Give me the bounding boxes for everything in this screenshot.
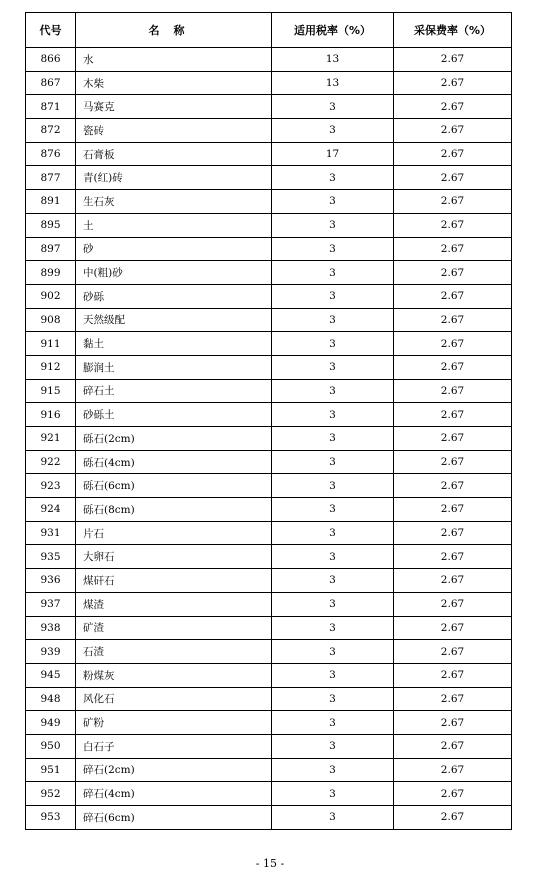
code-cell: 908 [26, 308, 76, 332]
tax-rate-cell: 3 [272, 782, 394, 806]
table-row [26, 237, 512, 261]
code-cell: 952 [26, 782, 76, 806]
table-row [26, 616, 512, 640]
table-row [26, 213, 512, 237]
table-row [26, 403, 512, 427]
fee-rate-cell: 2.67 [394, 403, 512, 427]
table-row [26, 308, 512, 332]
table-row [26, 95, 512, 119]
fee-rate-cell: 2.67 [394, 427, 512, 451]
fee-rate-cell: 2.67 [394, 190, 512, 214]
table-row [26, 190, 512, 214]
tax-rate-cell: 3 [272, 640, 394, 664]
name-cell: 黏土 [76, 332, 272, 356]
tax-rate-cell: 3 [272, 308, 394, 332]
tax-rate-cell: 3 [272, 284, 394, 308]
name-cell: 煤渣 [76, 592, 272, 616]
tax-rate-cell: 3 [272, 237, 394, 261]
tax-rate-cell: 13 [272, 48, 394, 72]
code-cell: 877 [26, 166, 76, 190]
table-row [26, 640, 512, 664]
code-cell: 902 [26, 284, 76, 308]
code-cell: 866 [26, 48, 76, 72]
fee-rate-cell: 2.67 [394, 521, 512, 545]
table-row [26, 474, 512, 498]
name-cell: 砂砾 [76, 284, 272, 308]
code-cell: 915 [26, 379, 76, 403]
tax-rate-cell: 3 [272, 663, 394, 687]
name-cell: 片石 [76, 521, 272, 545]
fee-rate-cell: 2.67 [394, 355, 512, 379]
tax-rate-cell: 3 [272, 119, 394, 143]
code-cell: 953 [26, 806, 76, 830]
name-cell: 生石灰 [76, 190, 272, 214]
name-cell: 砾石(8cm) [76, 498, 272, 522]
fee-rate-cell: 2.67 [394, 687, 512, 711]
code-cell: 936 [26, 569, 76, 593]
page-number: - 15 - [255, 857, 285, 870]
name-cell: 砂 [76, 237, 272, 261]
tax-rate-cell: 13 [272, 71, 394, 95]
fee-rate-cell: 2.67 [394, 119, 512, 143]
tax-rate-cell: 17 [272, 142, 394, 166]
table-row [26, 355, 512, 379]
fee-rate-cell: 2.67 [394, 261, 512, 285]
fee-rate-cell: 2.67 [394, 663, 512, 687]
table-row [26, 284, 512, 308]
tax-rate-cell: 3 [272, 806, 394, 830]
fee-rate-cell: 2.67 [394, 545, 512, 569]
name-cell: 石膏板 [76, 142, 272, 166]
name-cell: 土 [76, 213, 272, 237]
fee-rate-cell: 2.67 [394, 237, 512, 261]
name-cell: 青(红)砖 [76, 166, 272, 190]
code-cell: 939 [26, 640, 76, 664]
code-cell: 951 [26, 758, 76, 782]
tax-rate-cell: 3 [272, 190, 394, 214]
table-row [26, 261, 512, 285]
fee-rate-cell: 2.67 [394, 498, 512, 522]
fee-rate-cell: 2.67 [394, 142, 512, 166]
tax-rate-cell: 3 [272, 355, 394, 379]
table-row [26, 119, 512, 143]
rates-table [25, 12, 512, 830]
table-row [26, 663, 512, 687]
name-cell: 白石子 [76, 734, 272, 758]
code-cell: 923 [26, 474, 76, 498]
fee-rate-cell: 2.67 [394, 95, 512, 119]
header-row [26, 13, 512, 48]
name-cell: 木柴 [76, 71, 272, 95]
table-row [26, 71, 512, 95]
table-row [26, 545, 512, 569]
table-row [26, 142, 512, 166]
tax-rate-cell: 3 [272, 474, 394, 498]
code-cell: 876 [26, 142, 76, 166]
name-cell: 矿渣 [76, 616, 272, 640]
table-row [26, 592, 512, 616]
fee-rate-cell: 2.67 [394, 166, 512, 190]
fee-rate-cell: 2.67 [394, 379, 512, 403]
fee-rate-cell: 2.67 [394, 782, 512, 806]
code-cell: 895 [26, 213, 76, 237]
table-row [26, 569, 512, 593]
fee-rate-cell: 2.67 [394, 592, 512, 616]
name-cell: 大卵石 [76, 545, 272, 569]
name-cell: 膨润土 [76, 355, 272, 379]
fee-rate-cell: 2.67 [394, 71, 512, 95]
name-cell: 砂砾土 [76, 403, 272, 427]
table-row [26, 332, 512, 356]
code-cell: 931 [26, 521, 76, 545]
name-cell: 碎石(4cm) [76, 782, 272, 806]
tax-rate-cell: 3 [272, 616, 394, 640]
tax-rate-cell: 3 [272, 592, 394, 616]
tax-rate-cell: 3 [272, 758, 394, 782]
tax-rate-cell: 3 [272, 687, 394, 711]
name-cell: 风化石 [76, 687, 272, 711]
code-cell: 872 [26, 119, 76, 143]
tax-rate-cell: 3 [272, 734, 394, 758]
code-cell: 871 [26, 95, 76, 119]
code-cell: 916 [26, 403, 76, 427]
code-cell: 937 [26, 592, 76, 616]
fee-rate-cell: 2.67 [394, 640, 512, 664]
table-row [26, 782, 512, 806]
code-cell: 945 [26, 663, 76, 687]
header-name-label: 名称 [148, 24, 199, 37]
fee-rate-cell: 2.67 [394, 616, 512, 640]
fee-rate-cell: 2.67 [394, 569, 512, 593]
name-cell: 粉煤灰 [76, 663, 272, 687]
tax-rate-cell: 3 [272, 379, 394, 403]
table-row [26, 166, 512, 190]
tax-rate-cell: 3 [272, 450, 394, 474]
code-cell: 911 [26, 332, 76, 356]
table-row [26, 734, 512, 758]
table-row [26, 498, 512, 522]
tax-rate-cell: 3 [272, 569, 394, 593]
code-cell: 948 [26, 687, 76, 711]
fee-rate-cell: 2.67 [394, 806, 512, 830]
fee-rate-cell: 2.67 [394, 308, 512, 332]
tax-rate-cell: 3 [272, 332, 394, 356]
header-name [76, 13, 272, 48]
code-cell: 867 [26, 71, 76, 95]
table-row [26, 379, 512, 403]
fee-rate-cell: 2.67 [394, 758, 512, 782]
fee-rate-cell: 2.67 [394, 450, 512, 474]
fee-rate-cell: 2.67 [394, 213, 512, 237]
header-tax-rate: 适用税率（%） [272, 13, 394, 48]
code-cell: 912 [26, 355, 76, 379]
fee-rate-cell: 2.67 [394, 474, 512, 498]
code-cell: 922 [26, 450, 76, 474]
name-cell: 碎石土 [76, 379, 272, 403]
tax-rate-cell: 3 [272, 711, 394, 735]
tax-rate-cell: 3 [272, 545, 394, 569]
fee-rate-cell: 2.67 [394, 711, 512, 735]
fee-rate-cell: 2.67 [394, 734, 512, 758]
code-cell: 935 [26, 545, 76, 569]
code-cell: 921 [26, 427, 76, 451]
tax-rate-cell: 3 [272, 261, 394, 285]
header-code: 代号 [26, 13, 76, 48]
name-cell: 中(粗)砂 [76, 261, 272, 285]
fee-rate-cell: 2.67 [394, 48, 512, 72]
name-cell: 砾石(6cm) [76, 474, 272, 498]
code-cell: 897 [26, 237, 76, 261]
name-cell: 矿粉 [76, 711, 272, 735]
table-row [26, 758, 512, 782]
name-cell: 石渣 [76, 640, 272, 664]
table-row [26, 806, 512, 830]
table-row [26, 687, 512, 711]
tax-rate-cell: 3 [272, 213, 394, 237]
table-header [26, 13, 512, 48]
name-cell: 碎石(6cm) [76, 806, 272, 830]
code-cell: 891 [26, 190, 76, 214]
tax-rate-cell: 3 [272, 166, 394, 190]
fee-rate-cell: 2.67 [394, 284, 512, 308]
name-cell: 马赛克 [76, 95, 272, 119]
name-cell: 煤矸石 [76, 569, 272, 593]
name-cell: 天然级配 [76, 308, 272, 332]
tax-rate-cell: 3 [272, 403, 394, 427]
code-cell: 899 [26, 261, 76, 285]
code-cell: 938 [26, 616, 76, 640]
table-body [26, 48, 512, 830]
tax-rate-cell: 3 [272, 95, 394, 119]
header-fee-rate: 采保费率（%） [394, 13, 512, 48]
code-cell: 924 [26, 498, 76, 522]
code-cell: 949 [26, 711, 76, 735]
fee-rate-cell: 2.67 [394, 332, 512, 356]
tax-rate-cell: 3 [272, 427, 394, 451]
code-cell: 950 [26, 734, 76, 758]
table-row [26, 711, 512, 735]
table-row [26, 427, 512, 451]
tax-rate-cell: 3 [272, 521, 394, 545]
tax-rate-cell: 3 [272, 498, 394, 522]
table-row [26, 48, 512, 72]
name-cell: 水 [76, 48, 272, 72]
name-cell: 碎石(2cm) [76, 758, 272, 782]
name-cell: 瓷砖 [76, 119, 272, 143]
table-row [26, 521, 512, 545]
name-cell: 砾石(4cm) [76, 450, 272, 474]
table-row [26, 450, 512, 474]
name-cell: 砾石(2cm) [76, 427, 272, 451]
